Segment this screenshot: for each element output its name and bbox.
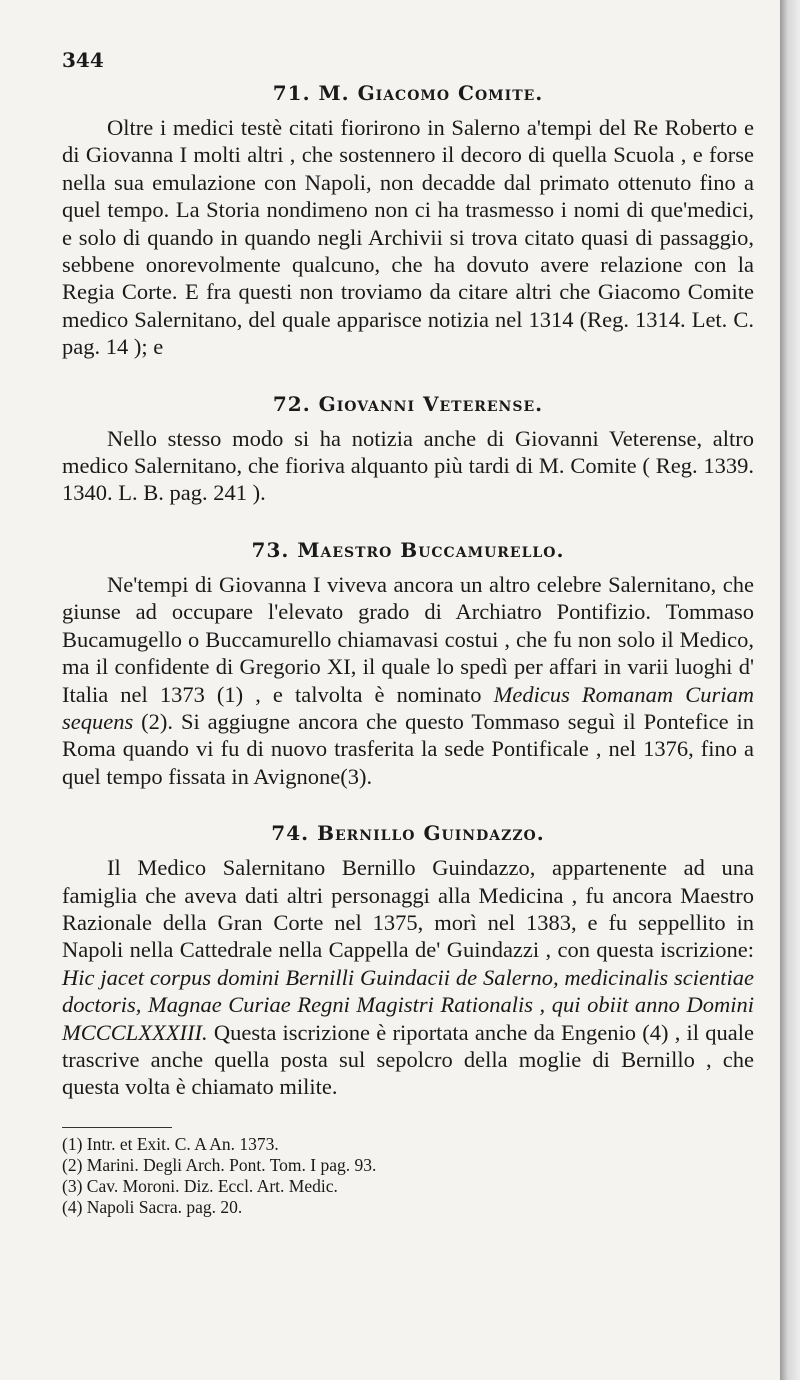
footnote: (3) Cav. Moroni. Diz. Eccl. Art. Medic. [62,1175,338,1196]
footnote: (4) Napoli Sacra. pag. 20. [62,1196,243,1217]
section-heading-73 [62,533,754,567]
page-number: 344 [62,48,104,72]
page-content [62,48,754,1218]
italic-inscription: Hic jacet corpus domini Bernilli Guindacii de Salerno, medicinalis scientiae doctoris, Magnae Curiae Regni Magistri Rationalis , qui obiit anno Domini MCCCLXXXIII. [62,964,754,1045]
section-text-72: Nello stesso modo si ha notizia anche di Giovanni Veterense, altro medico Salernitano, che fioriva alquanto più tardi di M. Comite ( Reg. 1339. 1340. L. B. pag. 241 ). [62,425,754,506]
text-run: (2). Si aggiugne ancora che questo Tommaso seguì il Pontefice in Roma quando vi fu di nuovo trasferita la sede Pontificale , nel 1376, fino a quel tempo fissata in Avignone(3). [62,708,754,789]
text-run: Ne'tempi di Giovanna I viveva ancora un altro celebre Salernitano, che giunse ad occupare l'elevato grado di Archiatro Pontifizio. Tommaso Bucamugello o Buccamurello chiamavasi costui , che fu non solo il Medico, ma il confidente di Gregorio XI, il quale lo spedì per affari in varii luoghi d' Italia nel 1373 (1) , e talvolta è nominato [62,571,754,707]
footnotes [62,1134,754,1218]
footnote-divider [62,1127,172,1128]
section-number: 71. [272,81,311,105]
footnote: (1) Intr. et Exit. C. A An. 1373. [62,1133,279,1154]
section-number: 73. [251,537,290,562]
page-edge-shadow [780,0,800,1380]
italic-quote: Medicus Romanam Curiam sequens [62,681,754,734]
section-title: Bernillo Guindazzo. [317,821,545,846]
text-run: Il Medico Salernitano Bernillo Guindazzo, appartenente ad una famiglia che aveva dati altri personaggi alla Medicina , fu ancora Maestro Razionale della Gran Corte nel 1375, morì nel 1383, e fu seppellito in Napoli nella Cattedrale nella Cappella de' Guindazzi , con questa iscrizione: [62,855,754,963]
section-number: 74. [271,821,310,846]
footnote: (2) Marini. Degli Arch. Pont. Tom. I pag. 93. [62,1154,377,1175]
section-text-71: Oltre i medici testè citati fiorirono in Salerno a'tempi del Re Roberto e di Giovanna I molti altri , che sostennero il decoro di quella Scuola , e forse nella sua emulazione con Napoli, non decadde dal primato ottenuto fino a quel tempo. La Storia nondimeno non ci ha trasmesso i nomi di que'medici, e solo di quando in quando negli Archivii si trova citato quasi di passaggio, sebbene onorevolmente qualcuno, che ha dovuto avere relazione con la Regia Corte. E fra questi non troviamo da citare altri che Giacomo Comite medico Salernitano, del quale apparisce notizia nel 1314 (Reg. 1314. Let. C. pag. 14 ); e [62,115,754,360]
section-heading-71 [62,48,754,110]
text-run: Questa iscrizione è riportata anche da Engenio (4) , il quale trascrive anche quella posta sul sepolcro della moglie di Bernillo , che questa volta è chiamato milite. [62,1019,754,1100]
section-title: Maestro Buccamurello. [297,537,565,562]
section-text-73 [62,571,754,790]
section-number: 72. [272,391,311,416]
section-text-74 [62,854,754,1101]
section-heading-72 [62,387,754,421]
section-title: M. Giacomo Comite. [318,81,544,105]
section-title: Giovanni Veterense. [318,391,544,416]
section-heading-74 [62,816,754,850]
